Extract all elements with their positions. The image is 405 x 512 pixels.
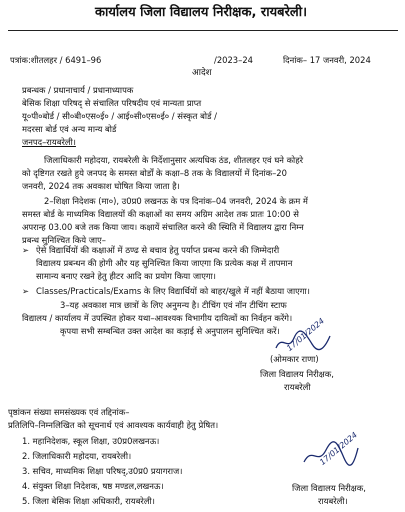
bullet-line: विद्यालय प्रबन्धन की होगी और यह सुनिश्चित किया जाएगा कि प्रत्येक कक्ष में तापमान bbox=[36, 258, 293, 268]
bullet-line: सामान्य बनाए रखने हेतु हीटर आदि का प्रयोग किया जाएगा। bbox=[36, 271, 216, 281]
signatory-name: (ओमकार राणा) bbox=[270, 354, 319, 364]
signatory-designation: जिला विद्यालय निरीक्षक, bbox=[292, 483, 366, 493]
order-date: दिनांक– 17 जनवरी, 2024 bbox=[283, 55, 371, 65]
para2-line: अपरान्ह 03.00 बजे तक किया जाय। कक्षायें संचालित करने की स्थिति में विद्यालय द्वारा निम्न bbox=[22, 222, 304, 232]
copy-recipient: 2. जिलाधिकारी महोदया, रायबरेली। bbox=[22, 451, 132, 461]
session: /2023–24 bbox=[214, 55, 253, 65]
office-heading: कार्यालय जिला विद्यालय निरीक्षक, रायबरेली। bbox=[95, 5, 307, 20]
para2-line: प्रबन्ध सुनिश्चित किये जाए– bbox=[22, 235, 106, 245]
copy-recipient: 3. सचिव, माध्यमिक शिक्षा परिषद्,उ0प्र0 प्रयागराज। bbox=[22, 466, 183, 476]
bullet-line: Classes/Practicals/Exams के लिए विद्यार्थियों को बाहर/खुले में नहीं बैठाया जाएगा। bbox=[36, 286, 310, 296]
arrow-bullet-icon: ➢ bbox=[22, 286, 30, 296]
copy-recipient: 1. महानिदेशक, स्कूल शिक्षा, उ0प्र0लखनऊ। bbox=[22, 436, 160, 446]
para3-line: कृपया सभी सम्बन्धित उक्त आदेश का कड़ाई से अनुपालन सुनिश्चित करें। bbox=[60, 326, 280, 336]
address-line: यू०पी०बोर्ड / सी०बी०एस०ई० / आई०सी०एस०ई० / संस्कृत बोर्ड / bbox=[22, 111, 217, 121]
signatory-designation: जिला विद्यालय निरीक्षक, bbox=[260, 369, 334, 379]
bullet-line: ऐसे विद्यार्थियों की कक्षाओं में ठण्ढ से बचाव हेतु पर्याप्त प्रबन्ध करने की जिम्मेदारी bbox=[36, 245, 280, 255]
copy-recipient: 4. संयुक्त शिक्षा निदेशक, षष्ठ मण्डल,लखनऊ। bbox=[22, 481, 164, 491]
heading-divider bbox=[8, 30, 398, 31]
handwritten-date: 17/01/2024 bbox=[285, 316, 327, 353]
handwritten-date: 17/01/2024 bbox=[318, 430, 360, 467]
para1-line: को दृष्टिगत रखते हुये जनपद के समस्त बोर्डों के कक्षा–8 तक के विद्यालयों में दिनांक–20 bbox=[22, 168, 287, 178]
arrow-bullet-icon: ➢ bbox=[22, 245, 30, 255]
para1-line: जनवरी, 2024 तक अवकाश घोषित किया जाता है। bbox=[22, 181, 180, 191]
address-district: जनपद–रायबरेली। bbox=[22, 137, 76, 147]
signatory-place: रायबरेली। bbox=[318, 496, 348, 506]
order-title: आदेश bbox=[192, 68, 212, 78]
para2-line: 2–शिक्षा निदेशक (मा०), उ0प्र0 लखनऊ के पत्र दिनांक–04 जनवरी, 2024 के क्रम में bbox=[44, 196, 308, 206]
copy-recipient: 5. जिला बेसिक शिक्षा अधिकारी, रायबरेली। bbox=[22, 496, 155, 506]
endorsement-subtitle: प्रतिलिपि–निम्नलिखित को सूचनार्थ एवं आवश्यक कार्यवाही हेतु प्रेषित। bbox=[8, 420, 219, 430]
endorsement-title: पृष्ठांकन संख्या समसंख्यक एवं तद्दिनांक– bbox=[8, 407, 130, 417]
para1-line: जिलाधिकारी महोदया, रायबरेली के निर्देशानुसार अत्यधिक ठंड, शीतलहर एवं घने कोहरे bbox=[44, 155, 304, 165]
signatory-place: रायबरेली bbox=[284, 382, 311, 392]
para3-line: 3–यह अवकाश मात्र छात्रों के लिए अनुमन्य है। टीचिंग एवं नॉन टीचिंग स्टाफ bbox=[60, 300, 287, 310]
address-line: प्रबन्धक / प्रधानाचार्य / प्रधानाध्यापक bbox=[22, 85, 134, 95]
address-line: बेसिक शिक्षा परिषद् से संचालित परिषदीय एवं मान्यता प्राप्त bbox=[22, 98, 202, 108]
address-line: मदरसा बोर्ड एवं अन्य मान्य बोर्ड bbox=[22, 124, 117, 134]
reference-number: पत्रांक:शीतलहर / 6491–96 bbox=[10, 55, 102, 65]
para3-line: विद्यालय / कार्यालय में उपस्थित होकर यथा–आवश्यक विभागीय दायित्वों का निर्वहन करेंगे। bbox=[22, 313, 293, 323]
para2-line: समस्त बोर्ड के माध्यमिक विद्यालयों की कक्षाओं का समय अग्रिम आदेश तक प्रातः 10:00 से bbox=[22, 209, 299, 219]
